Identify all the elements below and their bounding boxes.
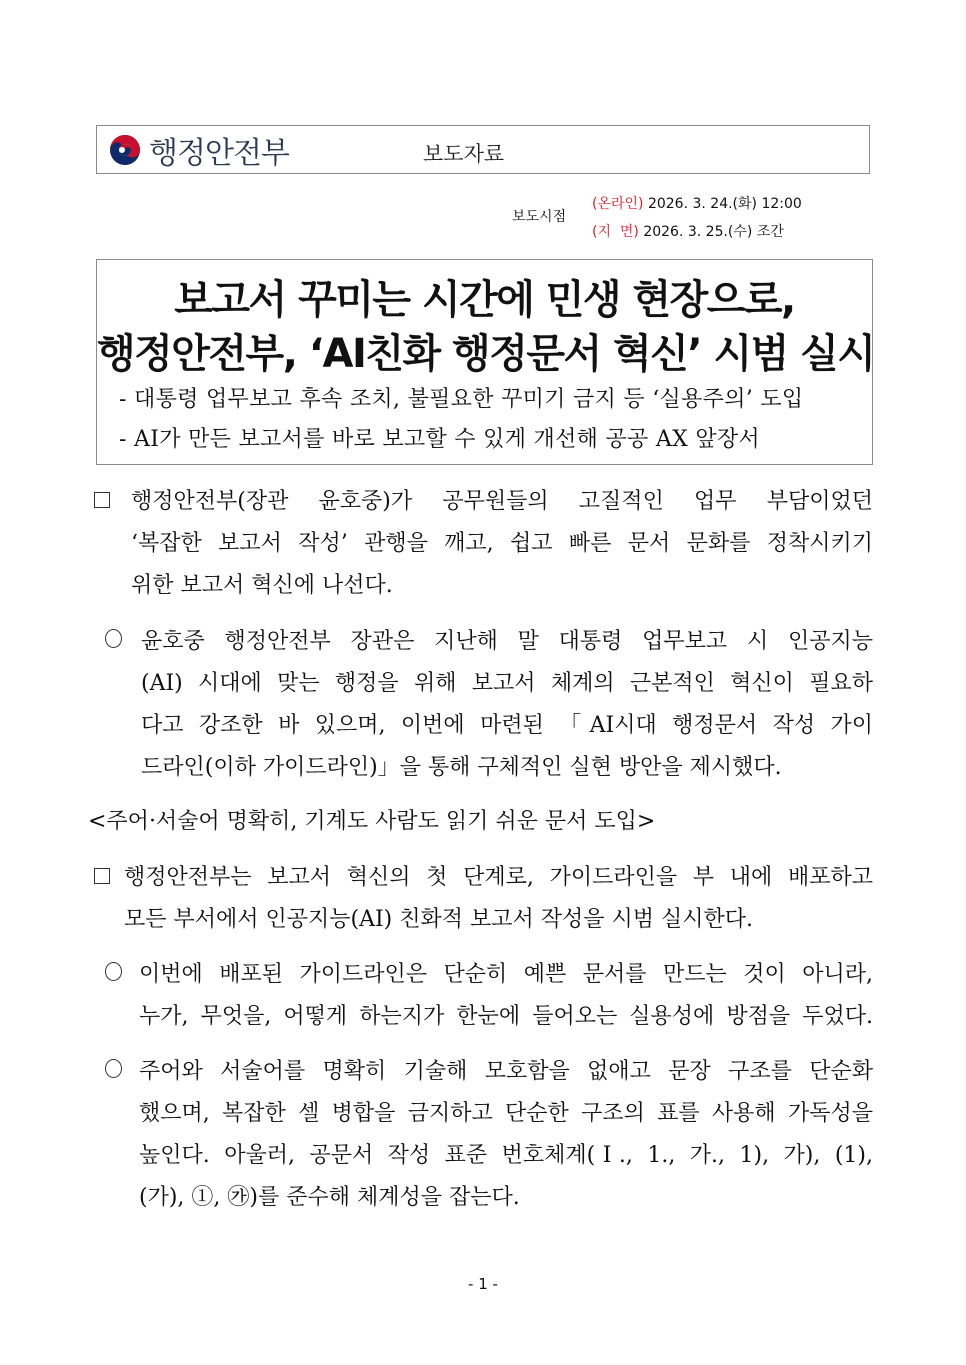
title-box — [96, 259, 873, 465]
paragraph-line: 윤호중 행정안전부 장관은 지난해 말 대통령 업무보고 시 인공지능 — [141, 629, 873, 654]
circle-bullet-icon — [105, 954, 122, 996]
paragraph-line: (AI) 시대에 맞는 행정을 위해 보고서 체계의 근본적인 혁신이 필요하 — [141, 671, 873, 696]
ministry-logo — [109, 132, 289, 171]
paragraph-4 — [139, 954, 873, 1038]
paragraph-line: 누가, 무엇을, 어떻게 하는지가 한눈에 들어오는 실용성에 방점을 두었다. — [139, 1004, 873, 1029]
taegeuk-icon — [109, 134, 141, 166]
section-heading: <주어·서술어 명확히, 기계도 사람도 읽기 쉬운 문서 도입> — [88, 809, 656, 834]
headline-line-1: 보고서 꾸미는 시간에 민생 현장으로, — [174, 277, 795, 323]
paragraph-5 — [139, 1051, 873, 1219]
headline-line-2: 행정안전부, ‘AI친화 행정문서 혁신’ 시범 실시 — [97, 331, 875, 377]
embargo-print-row — [592, 221, 784, 241]
embargo-info — [512, 188, 872, 248]
page-number: - 1 - — [468, 1275, 498, 1293]
paragraph-2 — [141, 621, 873, 789]
square-bullet-icon — [94, 481, 110, 523]
circle-bullet-icon — [105, 1051, 122, 1093]
embargo-online-row — [592, 193, 802, 213]
paragraph-line: 행정안전부는 보고서 혁신의 첫 단계로, 가이드라인을 부 내에 배포하고 — [124, 865, 873, 890]
paragraph-line: 위한 보고서 혁신에 나선다. — [131, 573, 393, 598]
paragraph-line: 높인다. 아울러, 공문서 작성 표준 번호체계(Ⅰ., 1., 가., 1), 가), (1), — [139, 1143, 873, 1168]
paragraph-line: 이번에 배포된 가이드라인은 단순히 예쁜 문서를 만드는 것이 아니라, — [139, 962, 873, 987]
paragraph-line: 드라인(이하 가이드라인)」을 통해 구체적인 실현 방안을 제시했다. — [141, 755, 782, 780]
square-bullet-icon — [94, 857, 110, 899]
paragraph-line: 행정안전부(장관 윤호중)가 공무원들의 고질적인 업무 부담이었던 — [131, 489, 873, 514]
paragraph-line: (가), ①, ㉮)를 준수해 체계성을 잡는다. — [139, 1185, 520, 1210]
paragraph-line: 모든 부서에서 인공지능(AI) 친화적 보고서 작성을 시범 실시한다. — [124, 907, 753, 932]
embargo-online-tag: (온라인) — [592, 196, 644, 212]
paragraph-1 — [131, 481, 873, 607]
embargo-print-time: 2026. 3. 25.(수) 조간 — [638, 224, 784, 240]
release-type-label: 보도자료 — [423, 142, 505, 166]
embargo-print-tag: (지 면) — [592, 224, 639, 240]
ministry-name: 행정안전부 — [149, 136, 289, 171]
header-box — [96, 125, 870, 174]
paragraph-line: 주어와 서술어를 명확히 기술해 모호함을 없애고 문장 구조를 단순화 — [139, 1059, 873, 1084]
paragraph-line: 다고 강조한 바 있으며, 이번에 마련된 「AI시대 행정문서 작성 가이 — [141, 713, 873, 738]
subheadline-2: - AI가 만든 보고서를 바로 보고할 수 있게 개선해 공공 AX 앞장서 — [119, 427, 760, 452]
paragraph-line: ‘복잡한 보고서 작성’ 관행을 깨고, 쉽고 빠른 문서 문화를 정착시키기 — [131, 531, 873, 556]
circle-bullet-icon — [105, 621, 122, 663]
paragraph-line: 했으며, 복잡한 셀 병합을 금지하고 단순한 구조의 표를 사용해 가독성을 — [139, 1101, 873, 1126]
embargo-online-time: 2026. 3. 24.(화) 12:00 — [643, 196, 802, 212]
subheadline-1: - 대통령 업무보고 후속 조치, 불필요한 꾸미기 금지 등 ‘실용주의’ 도입 — [119, 387, 804, 412]
embargo-label: 보도시점 — [512, 209, 567, 225]
paragraph-3 — [124, 857, 873, 941]
